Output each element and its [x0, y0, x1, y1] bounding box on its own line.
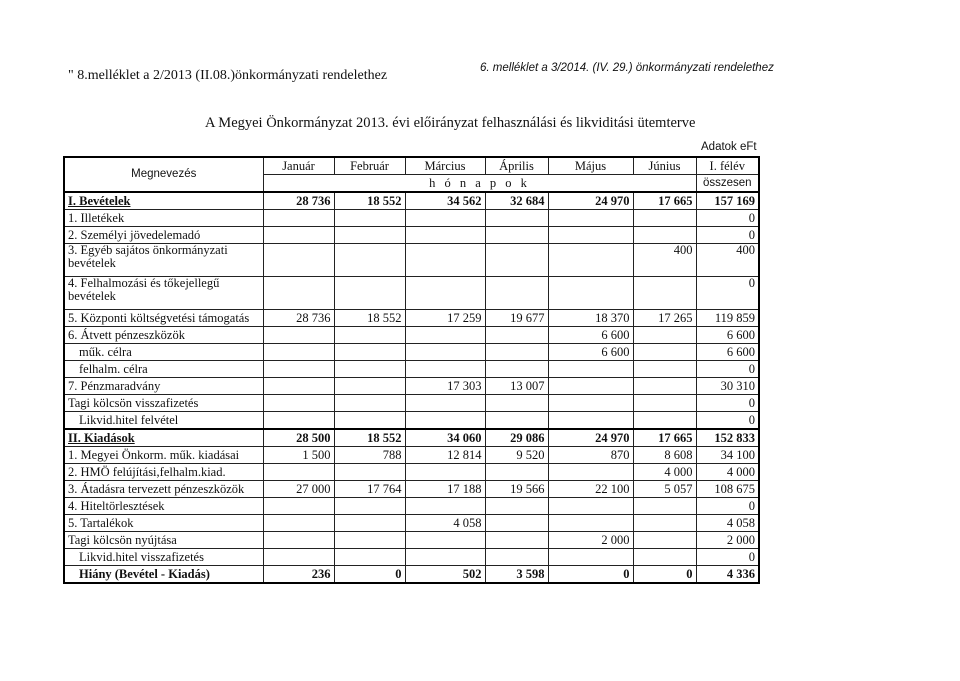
month-value-cell: 17 764 — [334, 481, 405, 498]
month-value-cell — [334, 412, 405, 430]
table-row — [64, 464, 759, 481]
month-value-cell — [334, 515, 405, 532]
month-value-cell — [485, 549, 548, 566]
month-value-cell — [263, 464, 334, 481]
month-value-cell — [405, 227, 485, 244]
month-value-cell — [405, 464, 485, 481]
month-value-cell: 19 677 — [485, 310, 548, 327]
month-value-cell — [263, 361, 334, 378]
month-value-cell — [334, 532, 405, 549]
month-value-cell — [633, 378, 696, 395]
month-value-cell — [485, 395, 548, 412]
month-value-cell — [485, 344, 548, 361]
legal-reference-left: " 8.melléklet a 2/2013 (II.08.)önkormányzati rendelethez — [68, 68, 388, 83]
month-value-cell: 236 — [263, 566, 334, 584]
table-row — [64, 210, 759, 227]
table-row — [64, 566, 759, 584]
month-value-cell — [548, 464, 633, 481]
month-value-cell — [485, 532, 548, 549]
table-row — [64, 327, 759, 344]
half-year-total-cell: 6 600 — [696, 344, 759, 361]
table-row — [64, 192, 759, 210]
month-value-cell — [334, 277, 405, 310]
month-value-cell — [548, 210, 633, 227]
month-value-cell: 0 — [334, 566, 405, 584]
row-label: 1. Megyei Önkorm. műk. kiadásai — [64, 447, 263, 464]
month-value-cell — [405, 498, 485, 515]
row-label: 6. Átvett pénzeszközök — [64, 327, 263, 344]
month-value-cell — [548, 395, 633, 412]
half-year-total-cell: 119 859 — [696, 310, 759, 327]
table-row — [64, 447, 759, 464]
column-header-month: Február — [334, 157, 405, 175]
row-label: 4. Hiteltörlesztések — [64, 498, 263, 515]
month-value-cell — [548, 378, 633, 395]
month-value-cell — [334, 464, 405, 481]
month-value-cell — [405, 412, 485, 430]
month-value-cell — [633, 395, 696, 412]
month-value-cell — [334, 498, 405, 515]
table-row — [64, 378, 759, 395]
month-value-cell — [485, 227, 548, 244]
half-year-total-cell: 4 336 — [696, 566, 759, 584]
month-value-cell — [405, 361, 485, 378]
month-value-cell — [263, 244, 334, 277]
month-value-cell — [405, 549, 485, 566]
column-header-month: Június — [633, 157, 696, 175]
month-value-cell: 17 259 — [405, 310, 485, 327]
month-value-cell — [334, 395, 405, 412]
row-label: Tagi kölcsön visszafizetés — [64, 395, 263, 412]
half-year-total-cell: 152 833 — [696, 429, 759, 447]
month-value-cell — [548, 498, 633, 515]
row-label: 3. Egyéb sajátos önkormányzati bevételek — [64, 244, 263, 277]
table-row — [64, 244, 759, 277]
month-value-cell: 28 736 — [263, 192, 334, 210]
row-label: 3. Átadásra tervezett pénzeszközök — [64, 481, 263, 498]
row-label: 2. Személyi jövedelemadó — [64, 227, 263, 244]
row-label: 5. Tartalékok — [64, 515, 263, 532]
month-value-cell: 18 552 — [334, 429, 405, 447]
half-year-total-cell: 0 — [696, 395, 759, 412]
month-value-cell — [334, 549, 405, 566]
month-value-cell — [263, 327, 334, 344]
row-label: 1. Illetékek — [64, 210, 263, 227]
month-value-cell: 18 552 — [334, 192, 405, 210]
month-value-cell — [263, 532, 334, 549]
table-row — [64, 395, 759, 412]
month-value-cell — [633, 344, 696, 361]
month-value-cell — [405, 395, 485, 412]
month-value-cell — [263, 277, 334, 310]
half-year-total-cell: 0 — [696, 498, 759, 515]
month-value-cell — [633, 412, 696, 430]
half-year-total-cell: 157 169 — [696, 192, 759, 210]
month-value-cell — [405, 327, 485, 344]
month-value-cell — [405, 244, 485, 277]
row-label: Likvid.hitel felvétel — [64, 412, 263, 430]
month-value-cell — [263, 515, 334, 532]
month-value-cell — [548, 277, 633, 310]
month-value-cell — [263, 344, 334, 361]
month-value-cell: 8 608 — [633, 447, 696, 464]
half-year-total-cell: 0 — [696, 277, 759, 310]
row-label: Tagi kölcsön nyújtása — [64, 532, 263, 549]
month-value-cell: 27 000 — [263, 481, 334, 498]
month-value-cell: 19 566 — [485, 481, 548, 498]
row-label: 7. Pénzmaradvány — [64, 378, 263, 395]
month-value-cell: 870 — [548, 447, 633, 464]
month-value-cell — [548, 361, 633, 378]
half-year-total-cell: 108 675 — [696, 481, 759, 498]
month-value-cell: 28 736 — [263, 310, 334, 327]
month-value-cell — [263, 549, 334, 566]
month-value-cell: 0 — [633, 566, 696, 584]
row-label: 2. HMÖ felújítási,felhalm.kiad. — [64, 464, 263, 481]
month-value-cell — [633, 361, 696, 378]
row-label: Hiány (Bevétel - Kiadás) — [64, 566, 263, 584]
month-value-cell — [334, 361, 405, 378]
month-value-cell — [485, 515, 548, 532]
month-value-cell — [263, 498, 334, 515]
row-label: 5. Központi költségvetési támogatás — [64, 310, 263, 327]
row-label: műk. célra — [64, 344, 263, 361]
month-value-cell: 1 500 — [263, 447, 334, 464]
month-value-cell — [485, 244, 548, 277]
month-value-cell: 17 265 — [633, 310, 696, 327]
half-year-total-cell: 0 — [696, 549, 759, 566]
month-value-cell — [405, 344, 485, 361]
month-value-cell: 13 007 — [485, 378, 548, 395]
month-value-cell: 6 600 — [548, 344, 633, 361]
table-row — [64, 412, 759, 430]
month-value-cell — [485, 498, 548, 515]
half-year-total-cell: 0 — [696, 412, 759, 430]
column-header-name: Megnevezés — [64, 157, 263, 192]
half-year-total-cell: 34 100 — [696, 447, 759, 464]
month-value-cell: 17 665 — [633, 192, 696, 210]
month-value-cell: 34 562 — [405, 192, 485, 210]
month-value-cell: 400 — [633, 244, 696, 277]
month-value-cell — [485, 361, 548, 378]
table-row — [64, 429, 759, 447]
month-value-cell — [633, 227, 696, 244]
month-value-cell — [633, 515, 696, 532]
month-value-cell: 17 188 — [405, 481, 485, 498]
month-value-cell: 6 600 — [548, 327, 633, 344]
half-year-total-cell: 0 — [696, 227, 759, 244]
month-value-cell: 34 060 — [405, 429, 485, 447]
month-value-cell: 22 100 — [548, 481, 633, 498]
months-group-label: h ó n a p o k — [263, 175, 696, 193]
month-value-cell — [548, 549, 633, 566]
month-value-cell — [485, 327, 548, 344]
row-label: Likvid.hitel visszafizetés — [64, 549, 263, 566]
month-value-cell — [334, 210, 405, 227]
month-value-cell — [334, 327, 405, 344]
month-value-cell — [485, 277, 548, 310]
month-value-cell: 17 665 — [633, 429, 696, 447]
row-label: 4. Felhalmozási és tőkejellegű bevételek — [64, 277, 263, 310]
half-year-total-cell: 6 600 — [696, 327, 759, 344]
month-value-cell — [405, 532, 485, 549]
month-value-cell: 5 057 — [633, 481, 696, 498]
row-label: II. Kiadások — [64, 429, 263, 447]
month-value-cell — [334, 227, 405, 244]
row-label: I. Bevételek — [64, 192, 263, 210]
half-year-total-cell: 400 — [696, 244, 759, 277]
table-row — [64, 498, 759, 515]
month-value-cell — [633, 532, 696, 549]
month-value-cell: 788 — [334, 447, 405, 464]
month-value-cell — [485, 464, 548, 481]
column-header-month: Május — [548, 157, 633, 175]
month-value-cell — [548, 227, 633, 244]
month-value-cell: 12 814 — [405, 447, 485, 464]
table-row — [64, 344, 759, 361]
month-value-cell — [633, 277, 696, 310]
month-value-cell — [263, 227, 334, 244]
month-value-cell: 24 970 — [548, 192, 633, 210]
table-row — [64, 277, 759, 310]
table-row — [64, 481, 759, 498]
month-value-cell: 2 000 — [548, 532, 633, 549]
column-header-month: Január — [263, 157, 334, 175]
month-value-cell — [334, 378, 405, 395]
month-value-cell: 502 — [405, 566, 485, 584]
half-year-total-cell: 0 — [696, 361, 759, 378]
month-value-cell — [334, 344, 405, 361]
half-year-total-cell: 0 — [696, 210, 759, 227]
month-value-cell — [263, 412, 334, 430]
table-row — [64, 532, 759, 549]
month-value-cell — [263, 210, 334, 227]
half-year-total-cell: 2 000 — [696, 532, 759, 549]
month-value-cell — [548, 515, 633, 532]
month-value-cell — [633, 498, 696, 515]
month-value-cell — [263, 395, 334, 412]
column-header-half-year: I. félév — [696, 157, 759, 175]
month-value-cell — [548, 412, 633, 430]
month-value-cell: 17 303 — [405, 378, 485, 395]
column-header-month: Április — [485, 157, 548, 175]
month-value-cell — [405, 277, 485, 310]
month-value-cell — [485, 210, 548, 227]
month-value-cell: 3 598 — [485, 566, 548, 584]
table-row — [64, 310, 759, 327]
month-value-cell — [633, 327, 696, 344]
column-header-month: Március — [405, 157, 485, 175]
month-value-cell: 18 370 — [548, 310, 633, 327]
month-value-cell — [548, 244, 633, 277]
month-value-cell: 29 086 — [485, 429, 548, 447]
month-value-cell — [334, 244, 405, 277]
month-value-cell: 18 552 — [334, 310, 405, 327]
month-value-cell — [633, 210, 696, 227]
unit-label: Adatok eFt — [701, 141, 757, 153]
month-value-cell: 28 500 — [263, 429, 334, 447]
half-year-total-cell: 4 058 — [696, 515, 759, 532]
legal-reference-right: 6. melléklet a 3/2014. (IV. 29.) önkormányzati rendelethez — [480, 62, 774, 74]
month-value-cell: 24 970 — [548, 429, 633, 447]
table-row — [64, 227, 759, 244]
month-value-cell — [263, 378, 334, 395]
month-value-cell — [633, 549, 696, 566]
month-value-cell: 4 058 — [405, 515, 485, 532]
month-value-cell: 0 — [548, 566, 633, 584]
row-label: felhalm. célra — [64, 361, 263, 378]
half-year-total-cell: 30 310 — [696, 378, 759, 395]
total-label: összesen — [696, 175, 759, 193]
table-row — [64, 549, 759, 566]
table-row — [64, 515, 759, 532]
month-value-cell: 9 520 — [485, 447, 548, 464]
month-value-cell: 32 684 — [485, 192, 548, 210]
half-year-total-cell: 4 000 — [696, 464, 759, 481]
liquidity-schedule-table — [63, 156, 760, 584]
month-value-cell — [485, 412, 548, 430]
table-row — [64, 361, 759, 378]
month-value-cell — [405, 210, 485, 227]
document-title: A Megyei Önkormányzat 2013. évi előirányzat felhasználási és likviditási ütemterve — [205, 115, 696, 131]
month-value-cell: 4 000 — [633, 464, 696, 481]
table-header-row — [64, 157, 759, 175]
